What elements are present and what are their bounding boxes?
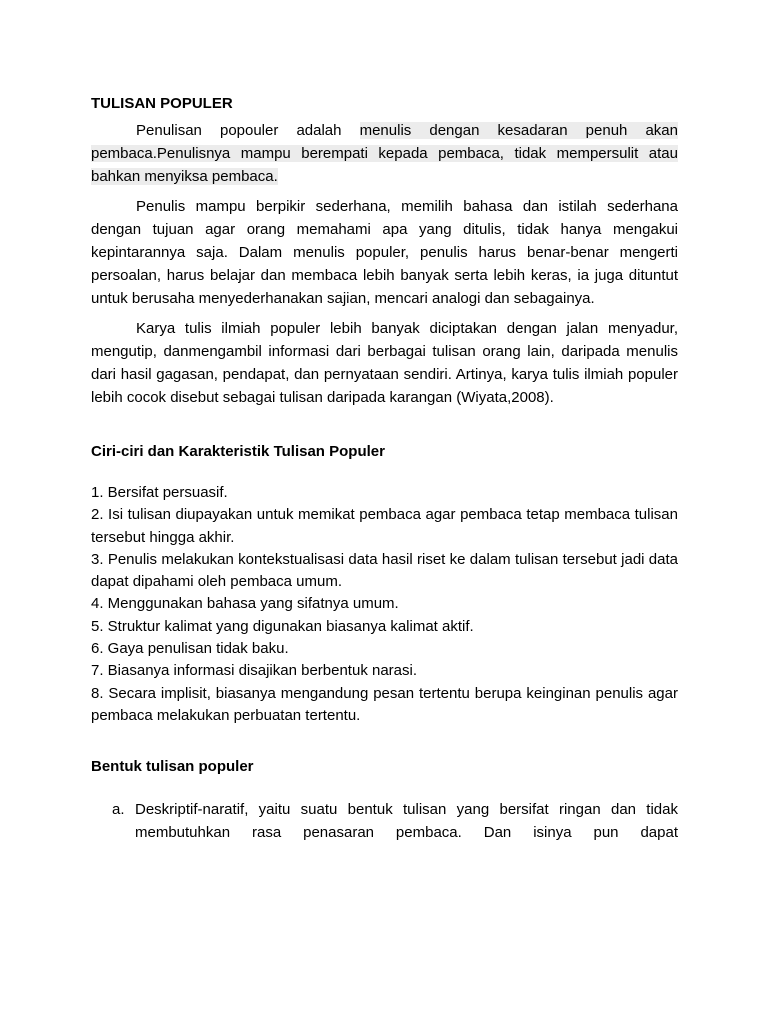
list-item: 6. Gaya penulisan tidak baku. <box>91 640 289 658</box>
list-item: 2. Isi tulisan diupayakan untuk memikat pembaca agar pembaca tetap membaca tulisan tersebut hingga akhir. <box>91 506 678 546</box>
section-heading-forms: Bentuk tulisan populer <box>91 758 254 776</box>
forms-list <box>91 798 678 844</box>
highlighted-text: menulis dengan kesadaran penuh akan pembaca.Penulisnya mampu berempati kepada pembaca, tidak mempersulit atau bahkan menyiksa pembaca. <box>91 122 678 185</box>
list-item <box>91 798 678 844</box>
list-item: 4. Menggunakan bahasa yang sifatnya umum. <box>91 595 399 613</box>
paragraph-popular-scientific: Karya tulis ilmiah populer lebih banyak diciptakan dengan jalan menyadur, mengutip, danmengambil informasi dari berbagai tulisan orang lain, daripada menulis dari hasil gagasan, pendapat, dan pernyataan sendiri. Artinya, karya tulis ilmiah populer lebih cocok disebut sebagai tulisan daripada karangan (Wiyata,2008). <box>91 320 678 406</box>
list-item-text: Deskriptif-naratif, yaitu suatu bentuk tulisan yang bersifat ringan dan tidak membutuhkan rasa penasaran pembaca. Dan isinya pun dapat <box>135 801 678 842</box>
section-heading-characteristics: Ciri-ciri dan Karakteristik Tulisan Populer <box>91 443 385 460</box>
characteristics-list <box>91 482 678 727</box>
document-title: TULISAN POPULER <box>91 95 233 112</box>
paragraph-definition <box>91 119 678 188</box>
list-item: 7. Biasanya informasi disajikan berbentuk narasi. <box>91 662 418 680</box>
list-item: 5. Struktur kalimat yang digunakan biasanya kalimat aktif. <box>91 617 474 635</box>
list-marker: a. <box>112 801 125 819</box>
paragraph-simplicity: Penulis mampu berpikir sederhana, memilih bahasa dan istilah sederhana dengan tujuan agar orang memahami apa yang ditulis, tidak hanya mengakui kepintarannya saja. Dalam menulis populer, penulis harus benar-benar mengerti persoalan, harus belajar dan membaca lebih banyak serta lebih keras, ia juga dituntut untuk berusaha menyederhanakan sajian, mencari analogi dan sebagainya. <box>91 198 678 307</box>
paragraph-definition-lead: Penulisan popouler adalah <box>136 122 360 139</box>
list-item: 8. Secara implisit, biasanya mengandung pesan tertentu berupa keinginan penulis agar pembaca melakukan perbuatan tertentu. <box>91 684 678 724</box>
document-body <box>91 94 678 844</box>
list-item: 1. Bersifat persuasif. <box>91 484 228 501</box>
list-item: 3. Penulis melakukan kontekstualisasi data hasil riset ke dalam tulisan tersebut jadi data dapat dipahami oleh pembaca umum. <box>91 550 678 591</box>
